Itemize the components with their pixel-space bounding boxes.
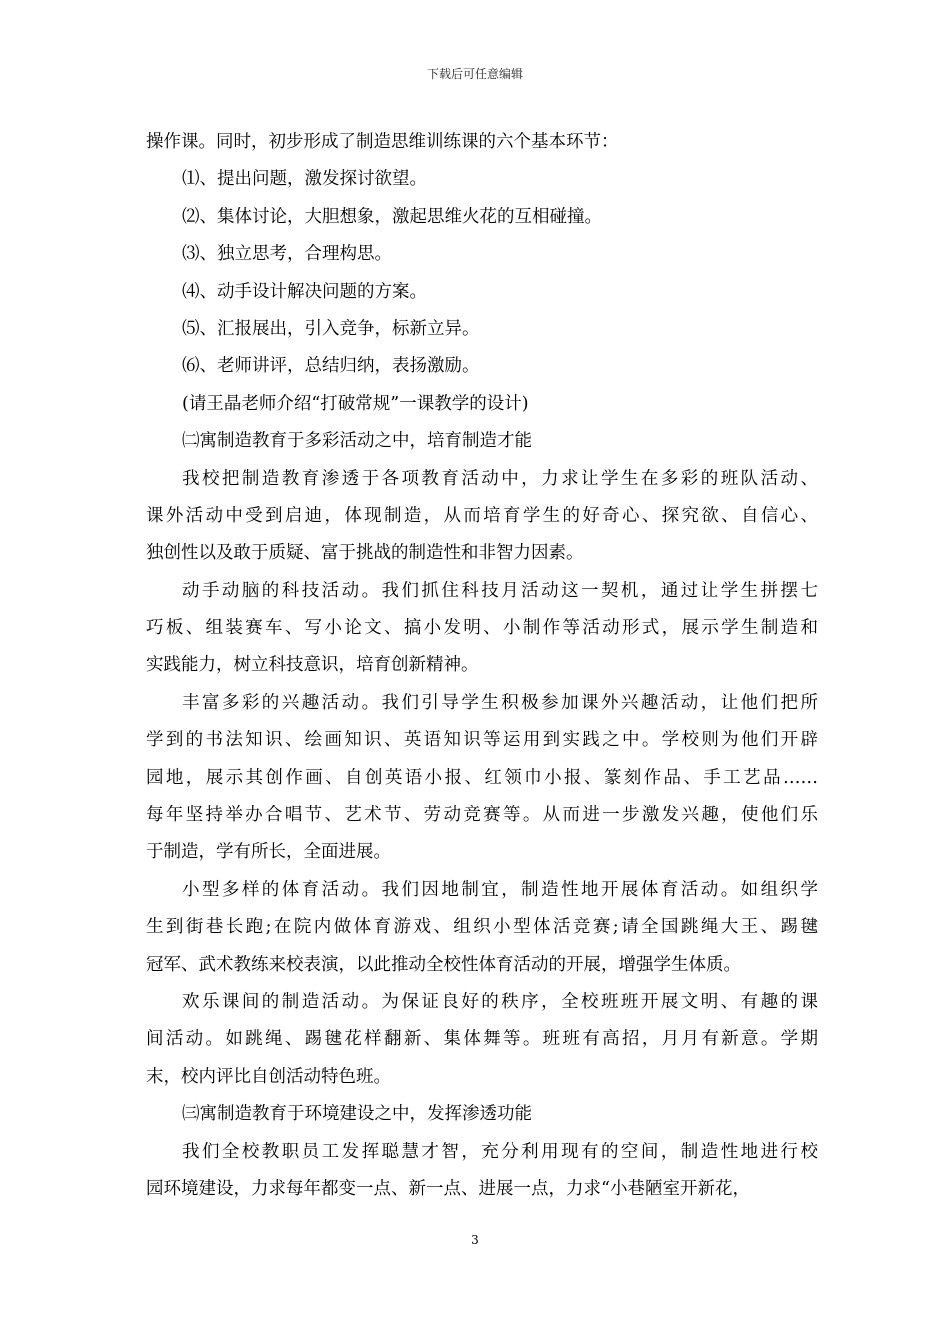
paragraph-line: 动手动脑的科技活动。我们抓住科技月活动这一契机，通过让学生拼摆七 — [182, 580, 818, 601]
section-heading: ㈡寓制造教育于多彩活动之中，培育制造才能 — [182, 431, 532, 452]
text-line: 操作课。同时，初步形成了制造思维训练课的六个基本环节： — [146, 132, 619, 152]
paragraph-line: 小型多样的体育活动。我们因地制宜，制造性地开展体育活动。如组织学 — [182, 879, 818, 900]
paragraph-line: 生到街巷长跑;在院内做体育游戏、组织小型体活竞赛;请全国跳绳大王、踢毽 — [146, 917, 818, 938]
paragraph-line: 实践能力，树立科技意识，培育创新精神。 — [146, 655, 479, 676]
paragraph-line: 独创性以及敢于质疑、富于挑战的制造性和非智力因素。 — [146, 543, 584, 564]
page-number: 3 — [471, 1233, 479, 1247]
paragraph-line: 学到的书法知识、绘画知识、英语知识等运用到实践之中。学校则为他们开辟 — [146, 730, 818, 751]
paragraph-line: 园地，展示其创作画、自创英语小报、红领巾小报、篆刻作品、手工艺品…… — [146, 767, 818, 788]
paragraph-line: 冠军、武术教练来校表演，以此推动全校性体育活动的开展，增强学生体质。 — [146, 954, 741, 975]
list-item: ⑶、独立思考，合理构思。 — [182, 244, 392, 265]
paragraph-line: 园环境建设，力求每年都变一点、新一点、进展一点，力求“小巷陋室开新花， — [146, 1178, 750, 1199]
list-item: ⑸、汇报展出，引入竞争，标新立异。 — [182, 318, 480, 339]
list-item: ⑷、动手设计解决问题的方案。 — [182, 281, 427, 302]
paragraph-line: 我校把制造教育渗透于各项教育活动中，力求让学生在多彩的班队活动、 — [182, 468, 818, 489]
paragraph-line: 于制造，学有所长，全面进展。 — [146, 842, 391, 863]
paragraph-line: 课外活动中受到启迪，体现制造，从而培育学生的好奇心、探究欲、自信心、 — [146, 505, 818, 526]
paragraph-line: 每年坚持举办合唱节、艺术节、劳动竞赛等。从而进一步激发兴趣，使他们乐 — [146, 805, 818, 826]
paragraph-line: 末，校内评比自创活动特色班。 — [146, 1066, 391, 1087]
list-item: ⑴、提出问题，激发探讨欲望。 — [182, 169, 427, 190]
paragraph-line: 间活动。如跳绳、踢毽花样翻新、集体舞等。班班有高招，月月有新意。学期 — [146, 1029, 818, 1050]
section-heading: ㈢寓制造教育于环境建设之中，发挥渗透功能 — [182, 1104, 532, 1125]
list-item: ⑹、老师讲评，总结归纳，表扬激励。 — [182, 356, 480, 377]
paragraph-line: 欢乐课间的制造活动。为保证良好的秩序，全校班班开展文明、有趣的课 — [182, 991, 818, 1012]
paragraph-line: 巧板、组装赛车、写小论文、搞小发明、小制作等活动形式，展示学生制造和 — [146, 618, 818, 639]
document-body — [146, 124, 818, 1208]
paragraph-line: 丰富多彩的兴趣活动。我们引导学生积极参加课外兴趣活动，让他们把所 — [182, 692, 818, 713]
note-line: (请王晶老师介绍“打破常规”一课教学的设计) — [182, 393, 529, 414]
page-header: 下载后可任意编辑 — [426, 67, 523, 81]
list-item: ⑵、集体讨论，大胆想象，激起思维火花的互相碰撞。 — [182, 206, 602, 227]
paragraph-line: 我们全校教职员工发挥聪慧才智，充分利用现有的空间，制造性地进行校 — [182, 1141, 818, 1162]
